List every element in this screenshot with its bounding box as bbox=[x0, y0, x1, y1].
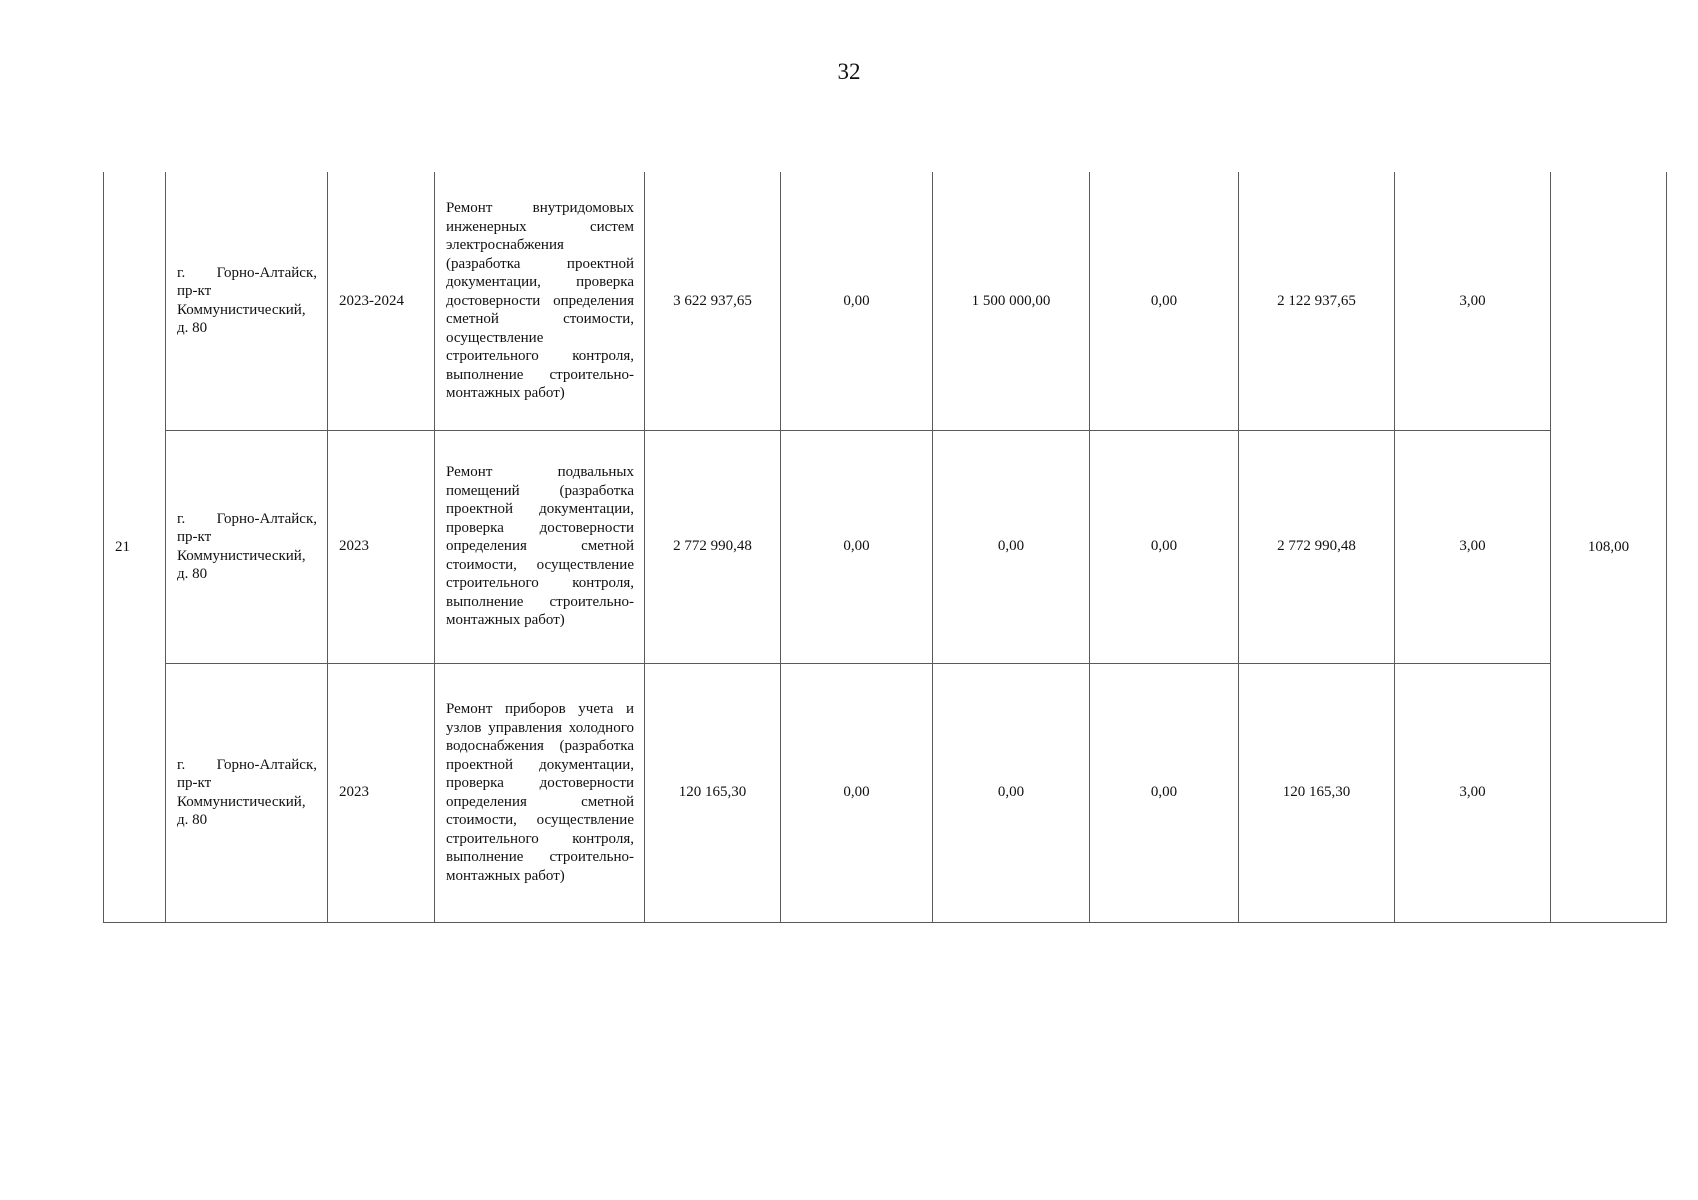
table-row bbox=[104, 663, 1667, 922]
value-cell-d: 2 772 990,48 bbox=[1239, 430, 1395, 663]
value-cell-a: 0,00 bbox=[781, 172, 933, 430]
total-cost-cell: 120 165,30 bbox=[645, 663, 781, 922]
value-cell-b: 0,00 bbox=[933, 663, 1090, 922]
value-cell-c: 0,00 bbox=[1090, 430, 1239, 663]
value-cell-b: 0,00 bbox=[933, 430, 1090, 663]
group-number-cell: 21 bbox=[104, 172, 166, 922]
value-cell-d: 120 165,30 bbox=[1239, 663, 1395, 922]
total-cost-cell: 3 622 937,65 bbox=[645, 172, 781, 430]
address-cell bbox=[166, 663, 328, 922]
address-city: г. Горно-Алтайск, bbox=[177, 510, 317, 527]
value-cell-c: 0,00 bbox=[1090, 172, 1239, 430]
work-description: Ремонт подвальных помещений (разработка проектной документации, проверка достоверности определения сметной стоимости, осуществление строительного контроля, выполнение строительно-монтажных работ) bbox=[446, 464, 634, 629]
value-cell-d: 2 122 937,65 bbox=[1239, 172, 1395, 430]
work-description: Ремонт внутридомовых инженерных систем электроснабжения (разработка проектной документации, проверка достоверности определения сметной стоимости, осуществление строительного контроля, выполнение строительно-монтажных работ) bbox=[446, 200, 634, 401]
value-cell-c: 0,00 bbox=[1090, 663, 1239, 922]
address-cell bbox=[166, 430, 328, 663]
value-cell-e: 3,00 bbox=[1395, 172, 1551, 430]
value-cell-e: 3,00 bbox=[1395, 430, 1551, 663]
value-cell-a: 0,00 bbox=[781, 430, 933, 663]
address-city: г. Горно-Алтайск, bbox=[177, 756, 317, 773]
address-street: пр-кт Коммунистический, д. 80 bbox=[177, 529, 306, 582]
description-cell bbox=[435, 430, 645, 663]
table-row bbox=[104, 172, 1667, 430]
works-table bbox=[103, 172, 1667, 923]
page-number: 32 bbox=[837, 59, 861, 84]
work-description: Ремонт приборов учета и узлов управления холодного водоснабжения (разработка проектной документации, проверка достоверности определения сметной стоимости, осуществление строительного контроля, выполнение строительно-монтажных работ) bbox=[446, 701, 634, 884]
description-cell bbox=[435, 172, 645, 430]
address-street: пр-кт Коммунистический, д. 80 bbox=[177, 775, 306, 828]
years-cell: 2023-2024 bbox=[328, 172, 435, 430]
address-cell bbox=[166, 172, 328, 430]
description-cell bbox=[435, 663, 645, 922]
address-street: пр-кт Коммунистический, д. 80 bbox=[177, 283, 306, 337]
address-city: г. Горно-Алтайск, bbox=[177, 264, 317, 281]
years-cell: 2023 bbox=[328, 663, 435, 922]
table-row bbox=[104, 430, 1667, 663]
value-cell-a: 0,00 bbox=[781, 663, 933, 922]
total-cost-cell: 2 772 990,48 bbox=[645, 430, 781, 663]
value-cell-b: 1 500 000,00 bbox=[933, 172, 1090, 430]
value-cell-e: 3,00 bbox=[1395, 663, 1551, 922]
group-total-cell: 108,00 bbox=[1551, 172, 1667, 922]
years-cell: 2023 bbox=[328, 430, 435, 663]
